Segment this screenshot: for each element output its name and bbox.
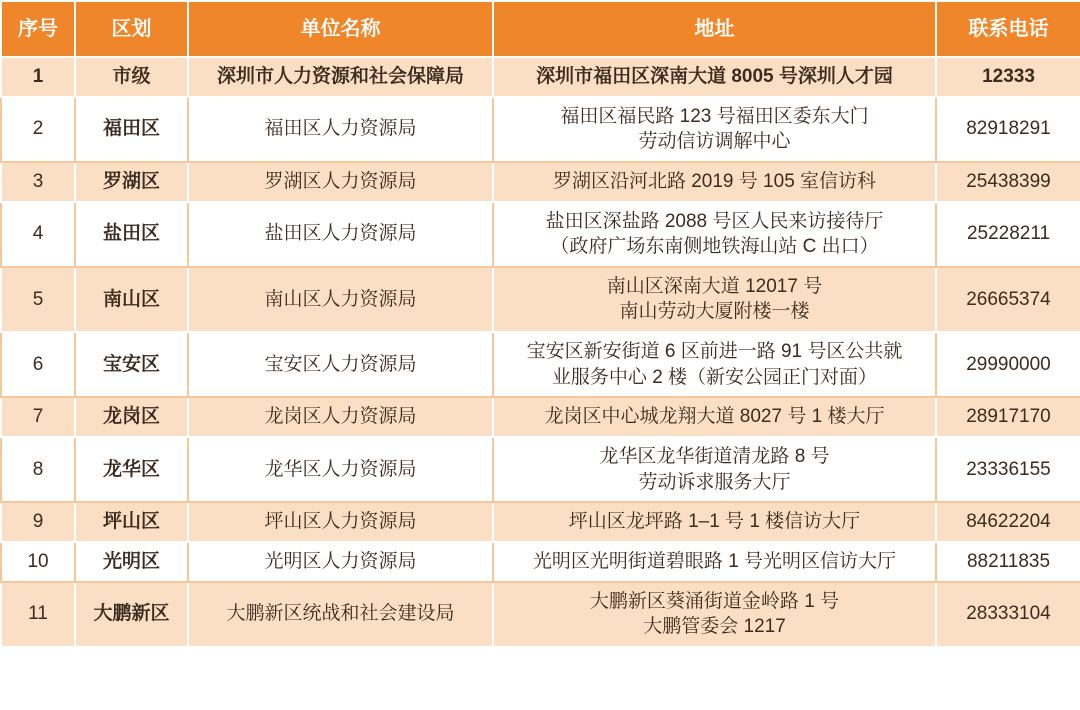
table-row bbox=[1, 437, 1080, 502]
cell-address bbox=[493, 97, 936, 162]
cell-district: 南山区 bbox=[75, 267, 188, 332]
cell-unit: 光明区人力资源局 bbox=[188, 542, 493, 582]
cell-unit: 坪山区人力资源局 bbox=[188, 502, 493, 542]
cell-unit: 宝安区人力资源局 bbox=[188, 332, 493, 397]
cell-unit: 南山区人力资源局 bbox=[188, 267, 493, 332]
cell-address bbox=[493, 502, 936, 542]
cell-phone: 82918291 bbox=[936, 97, 1080, 162]
column-header-address: 地址 bbox=[493, 1, 936, 57]
cell-district: 罗湖区 bbox=[75, 162, 188, 202]
table-header bbox=[1, 1, 1080, 57]
cell-phone: 88211835 bbox=[936, 542, 1080, 582]
cell-address bbox=[493, 397, 936, 437]
address-line: 劳动诉求服务大厅 bbox=[638, 471, 791, 493]
cell-seq: 2 bbox=[1, 97, 75, 162]
cell-seq: 11 bbox=[1, 582, 75, 647]
cell-unit: 盐田区人力资源局 bbox=[188, 202, 493, 267]
address-line: 福田区福民路 123 号福田区委东大门 bbox=[560, 105, 869, 127]
table-row bbox=[1, 397, 1080, 437]
cell-unit: 龙华区人力资源局 bbox=[188, 437, 493, 502]
cell-unit: 龙岗区人力资源局 bbox=[188, 397, 493, 437]
address-line: 龙岗区中心城龙翔大道 8027 号 1 楼大厅 bbox=[544, 406, 885, 428]
cell-address bbox=[493, 332, 936, 397]
cell-address bbox=[493, 162, 936, 202]
cell-address bbox=[493, 542, 936, 582]
cell-phone: 12333 bbox=[936, 57, 1080, 97]
address-line: 劳动信访调解中心 bbox=[638, 131, 791, 153]
address-line: 大鹏新区葵涌街道金岭路 1 号 bbox=[589, 590, 840, 612]
address-line: 大鹏管委会 1217 bbox=[643, 616, 786, 638]
table-row bbox=[1, 502, 1080, 542]
table-row bbox=[1, 267, 1080, 332]
address-line: 深圳市福田区深南大道 8005 号深圳人才园 bbox=[536, 66, 893, 87]
cell-district: 福田区 bbox=[75, 97, 188, 162]
table-row bbox=[1, 202, 1080, 267]
table-row bbox=[1, 162, 1080, 202]
cell-seq: 7 bbox=[1, 397, 75, 437]
cell-seq: 6 bbox=[1, 332, 75, 397]
table-row bbox=[1, 332, 1080, 397]
column-header-unit: 单位名称 bbox=[188, 1, 493, 57]
cell-district: 光明区 bbox=[75, 542, 188, 582]
cell-district: 盐田区 bbox=[75, 202, 188, 267]
cell-address bbox=[493, 57, 936, 97]
cell-district: 坪山区 bbox=[75, 502, 188, 542]
address-line: 南山区深南大道 12017 号 bbox=[606, 275, 823, 297]
cell-address bbox=[493, 202, 936, 267]
cell-seq: 3 bbox=[1, 162, 75, 202]
cell-seq: 8 bbox=[1, 437, 75, 502]
column-header-district: 区划 bbox=[75, 1, 188, 57]
cell-phone: 28917170 bbox=[936, 397, 1080, 437]
cell-district: 宝安区 bbox=[75, 332, 188, 397]
table-body bbox=[1, 57, 1080, 647]
cell-phone: 84622204 bbox=[936, 502, 1080, 542]
table-row bbox=[1, 582, 1080, 647]
cell-phone: 25438399 bbox=[936, 162, 1080, 202]
cell-phone: 25228211 bbox=[936, 202, 1080, 267]
cell-phone: 23336155 bbox=[936, 437, 1080, 502]
address-line: 南山劳动大厦附楼一楼 bbox=[619, 301, 810, 323]
address-line: 业服务中心 2 楼（新安公园正门对面） bbox=[551, 366, 878, 388]
table-header-row bbox=[1, 1, 1080, 57]
cell-unit: 大鹏新区统战和社会建设局 bbox=[188, 582, 493, 647]
cell-seq: 10 bbox=[1, 542, 75, 582]
address-line: 罗湖区沿河北路 2019 号 105 室信访科 bbox=[552, 170, 877, 192]
cell-seq: 5 bbox=[1, 267, 75, 332]
address-line: 盐田区深盐路 2088 号区人民来访接待厅 bbox=[545, 210, 884, 232]
cell-address bbox=[493, 267, 936, 332]
table-row bbox=[1, 542, 1080, 582]
address-line: 宝安区新安街道 6 区前进一路 91 号区公共就 bbox=[526, 341, 903, 363]
address-line: 坪山区龙坪路 1–1 号 1 楼信访大厅 bbox=[568, 511, 861, 533]
cell-district: 市级 bbox=[75, 57, 188, 97]
cell-district: 龙华区 bbox=[75, 437, 188, 502]
cell-district: 大鹏新区 bbox=[75, 582, 188, 647]
cell-unit: 深圳市人力资源和社会保障局 bbox=[188, 57, 493, 97]
cell-phone: 29990000 bbox=[936, 332, 1080, 397]
cell-seq: 1 bbox=[1, 57, 75, 97]
address-line: 龙华区龙华街道清龙路 8 号 bbox=[599, 446, 830, 468]
table-row bbox=[1, 57, 1080, 97]
cell-seq: 9 bbox=[1, 502, 75, 542]
address-line: （政府广场东南侧地铁海山站 C 出口） bbox=[550, 236, 879, 258]
cell-seq: 4 bbox=[1, 202, 75, 267]
cell-address bbox=[493, 437, 936, 502]
column-header-seq: 序号 bbox=[1, 1, 75, 57]
cell-phone: 26665374 bbox=[936, 267, 1080, 332]
table-row bbox=[1, 97, 1080, 162]
cell-unit: 福田区人力资源局 bbox=[188, 97, 493, 162]
cell-district: 龙岗区 bbox=[75, 397, 188, 437]
cell-phone: 28333104 bbox=[936, 582, 1080, 647]
cell-address bbox=[493, 582, 936, 647]
column-header-phone: 联系电话 bbox=[936, 1, 1080, 57]
address-line: 光明区光明街道碧眼路 1 号光明区信访大厅 bbox=[532, 550, 897, 572]
cell-unit: 罗湖区人力资源局 bbox=[188, 162, 493, 202]
